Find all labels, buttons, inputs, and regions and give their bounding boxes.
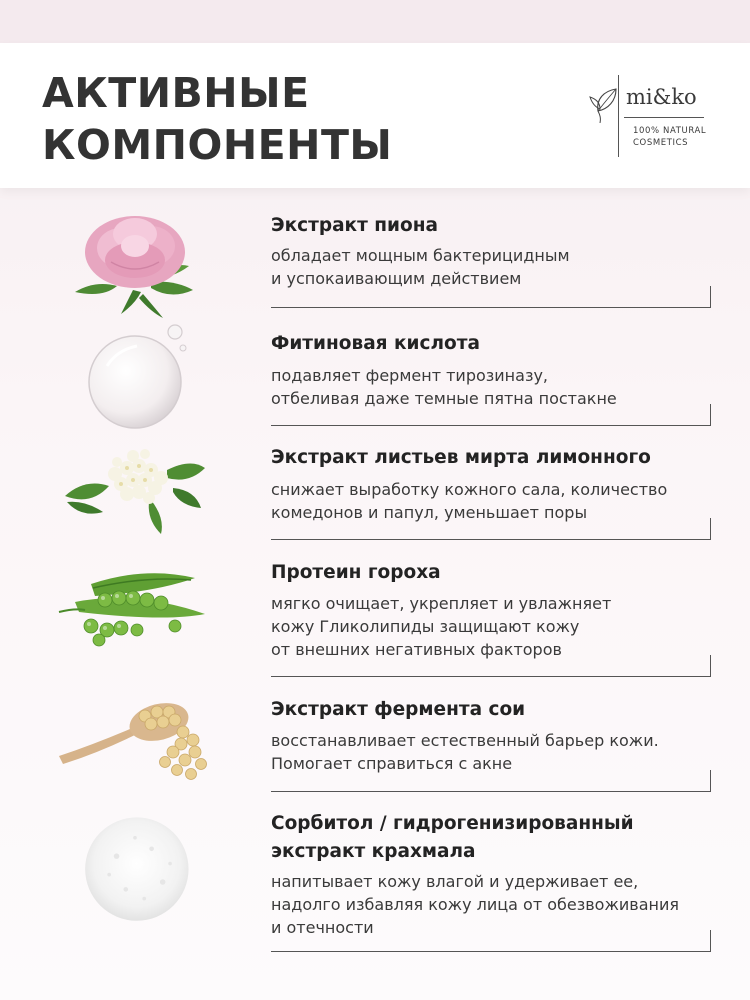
ingredient-description-line: напитывает кожу влагой и удерживает ее, <box>271 872 639 891</box>
ingredient-title <box>271 444 731 472</box>
leaf-icon <box>586 83 620 123</box>
ingredient-description <box>271 244 731 290</box>
item-divider <box>271 930 711 952</box>
ingredient-title-line: Экстракт фермента сои <box>271 699 526 720</box>
peony-flower-image <box>55 202 215 322</box>
ingredient-description-line: восстанавливает естественный барьер кожи. <box>271 731 659 750</box>
title-line-1: АКТИВНЫЕ <box>42 69 310 117</box>
tagline-line-1: 100% NATURAL <box>633 126 707 136</box>
logo-divider-horizontal <box>624 117 704 118</box>
ingredient-title <box>271 696 731 724</box>
tagline-line-2: COSMETICS <box>633 138 689 148</box>
myrtle-blossom-image <box>55 430 215 550</box>
ingredient-description-line: подавляет фермент тирозиназу, <box>271 366 549 385</box>
item-divider <box>271 518 711 540</box>
ingredient-description <box>271 729 731 775</box>
top-strip <box>0 0 750 43</box>
header <box>0 43 750 188</box>
green-peas-image <box>55 546 215 666</box>
item-divider <box>271 655 711 677</box>
ingredient-description-line: и отечности <box>271 918 374 937</box>
item-divider <box>271 770 711 792</box>
brand-logo <box>586 73 716 163</box>
ingredient-description-line: мягко очищает, укрепляет и увлажняет <box>271 594 612 613</box>
ingredient-description-line: комедонов и папул, уменьшает поры <box>271 503 588 522</box>
ingredient-title <box>271 559 731 587</box>
item-divider <box>271 286 711 308</box>
ingredient-description-line: обладает мощным бактерицидным <box>271 246 570 265</box>
ingredient-description-line: Помогает справиться с акне <box>271 754 513 773</box>
ingredient-title <box>271 212 731 240</box>
ingredient-description-line: снижает выработку кожного сала, количество <box>271 480 668 499</box>
ingredient-description-line: надолго избавляя кожу лица от обезвоживания <box>271 895 679 914</box>
soybeans-spoon-image <box>55 682 215 802</box>
ingredient-description <box>271 592 731 661</box>
ingredient-description-line: и успокаивающим действием <box>271 269 522 288</box>
brand-tagline <box>633 125 706 149</box>
ingredient-description-line: кожу Гликолипиды защищают кожу <box>271 617 580 636</box>
ingredient-title <box>271 810 731 866</box>
ingredient-description <box>271 870 731 939</box>
ingredient-title-line: Сорбитол / гидрогенизированный <box>271 813 634 834</box>
page-title <box>42 67 392 171</box>
starch-powder-image <box>55 810 215 930</box>
item-divider <box>271 404 711 426</box>
title-line-2: КОМПОНЕНТЫ <box>42 121 393 169</box>
ingredient-description-line: от внешних негативных факторов <box>271 640 562 659</box>
ingredient-title-line: экстракт крахмала <box>271 841 476 862</box>
ingredient-title-line: Фитиновая кислота <box>271 333 480 354</box>
liquid-drop-image <box>55 318 215 438</box>
ingredient-description-line: отбеливая даже темные пятна постакне <box>271 389 617 408</box>
logo-divider-vertical <box>618 75 619 157</box>
brand-name: mi&ko <box>626 85 697 109</box>
ingredient-title-line: Экстракт листьев мирта лимонного <box>271 447 651 468</box>
ingredient-title-line: Экстракт пиона <box>271 215 438 236</box>
ingredient-title-line: Протеин гороха <box>271 562 441 583</box>
ingredient-title <box>271 330 731 358</box>
